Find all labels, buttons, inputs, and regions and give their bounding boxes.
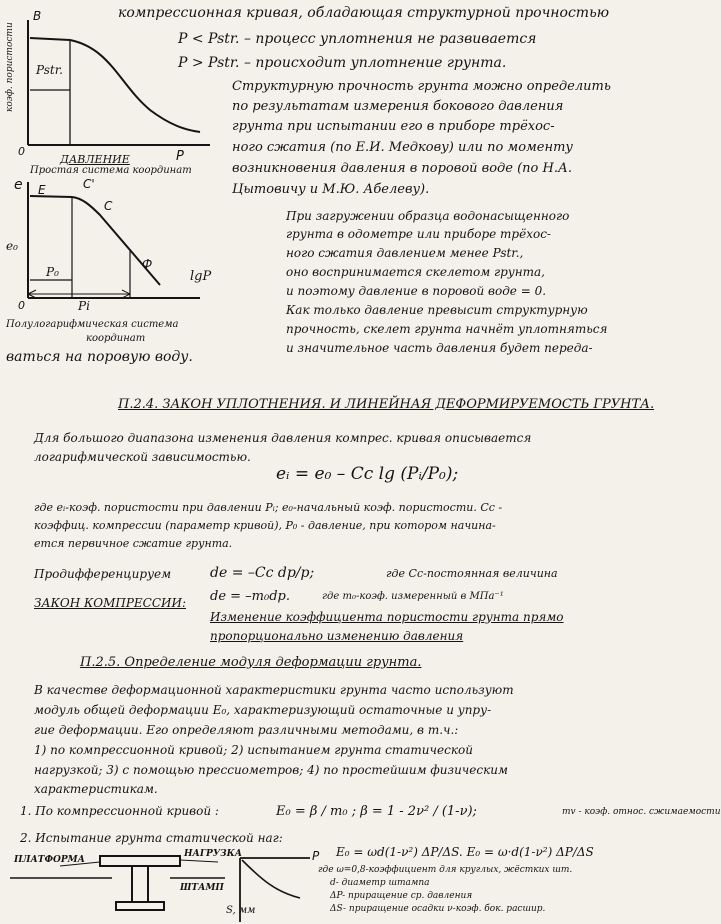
para-line: Как только давление превысит структурную [286, 303, 588, 317]
para-line: грунта в одометре или приборе трёхос- [286, 227, 551, 241]
method-1-note: mv - коэф. относ. сжимаемости [562, 807, 721, 817]
fig2-point-e: E [38, 183, 46, 197]
fig2-caption-2: координат [86, 333, 146, 344]
sec25-para-3: гие деформации. Его определяют различными методами, в т.ч.: [34, 723, 459, 737]
sec24-main-formula: eᵢ = e₀ – Cc lg (Pᵢ/P₀); [276, 464, 459, 484]
fig2-origin: 0 [18, 299, 25, 312]
settlement-axis-label: S, мм [226, 905, 256, 916]
method-2-formula: E₀ = ωd(1-ν²) ΔP/ΔS. E₀ = ω·d(1-ν²) ΔP/ΔS [336, 845, 594, 859]
fig2-point-d: Ф [142, 257, 153, 271]
para-line: Цытовичу и М.Ю. Абелеву). [232, 182, 430, 197]
para-line: по результатам измерения бокового давления [232, 99, 564, 114]
top-line-1: компрессионная кривая, обладающая структурной прочностью [118, 5, 610, 21]
compression-law-text-2: пропорционально изменению давления [210, 629, 464, 643]
para-line: прочность, скелет грунта начнёт уплотняться [286, 322, 608, 336]
sec24-where-2: коэффиц. компрессии (параметр кривой), P₀ - давление, при котором начина- [34, 519, 496, 532]
sec24-diff-formula: de = –Cc dp/p; [210, 565, 315, 581]
method-1-label: 1. По компрессионной кривой : [20, 804, 219, 818]
fig2-logp-label: lgP [190, 269, 212, 284]
fig2-p0-label: P₀ [46, 265, 59, 279]
method-1-formula: E₀ = β / m₀ ; β = 1 - 2ν² / (1-ν); [276, 804, 477, 819]
section-2-5-heading: П.2.5. Определение модуля деформации грунта. [80, 655, 422, 670]
section-2-4-heading: П.2.4. ЗАКОН УПЛОТНЕНИЯ. И ЛИНЕЙНАЯ ДЕФОРМИРУЕМОСТЬ ГРУНТА. [118, 397, 655, 412]
fig2-point-c: C [104, 199, 113, 213]
sec24-diff-label: Продифференцируем [34, 567, 172, 581]
sec24-intro-2: логарифмической зависимостью. [34, 450, 251, 464]
method-2-label: 2. Испытание грунта статической наг: [20, 831, 283, 845]
para-line: и поэтому давление в поровой воде = 0. [286, 284, 547, 298]
fig1-pstr-label: Pstr. [36, 63, 63, 77]
fig1-p-label: P [176, 149, 184, 164]
load-label: НАГРУЗКА [184, 849, 243, 859]
para-line: возникновения давления в поровой воде (по Н.А. [232, 161, 572, 176]
sec24-diff-note: где Cc-постоянная величина [386, 567, 558, 580]
fig1-label-b: B [33, 9, 42, 23]
fig2-e0-label: e₀ [6, 239, 18, 253]
load-axis-p-label: P [312, 849, 320, 863]
stamp-label: ШТАМП [180, 883, 224, 893]
sec25-para-2: модуль общей деформации E₀, характеризующий остаточные и упру- [34, 703, 492, 717]
fig1-caption: Простая система координат [30, 165, 192, 176]
fig1-origin: 0 [18, 145, 25, 158]
method-2-note-4: ΔS- приращение осадки ν-коэф. бок. расшир. [330, 904, 546, 914]
para-line: ного сжатия (по Е.И. Медкову) или по моменту [232, 140, 573, 155]
compression-law-formula: de = –m₀dp. [210, 589, 290, 604]
sec25-para-6: характеристикам. [34, 782, 158, 796]
sec24-intro-1: Для большого диапазона изменения давления компрес. кривая описывается [34, 431, 532, 445]
top-line-2: P < Pstr. – процесс уплотнения не развивается [178, 31, 537, 47]
sec25-para-4: 1) по компрессионной кривой; 2) испытанием грунта статической [34, 743, 473, 757]
fig2-point-c1: C' [83, 177, 95, 191]
fig2-e-label: e [14, 177, 23, 193]
method-2-note-1: где ω=0,8-коэффициент для круглых, жёстких шт. [318, 865, 573, 875]
fig2-caption-1: Полулогарифмическая система [6, 319, 179, 330]
para-line: При загружении образца водонасыщенного [286, 209, 570, 223]
compression-law-text-1: Изменение коэффициента пористости грунта прямо [210, 610, 564, 624]
para-line: грунта при испытании его в приборе трёхос- [232, 119, 555, 134]
plate-load-test-sketch [0, 0, 330, 924]
fig1-axis-x-label: ДАВЛЕНИЕ [60, 153, 130, 166]
fig2-pi-label: Pi [78, 299, 90, 313]
para-line: Структурную прочность грунта можно определить [232, 79, 611, 94]
top-line-3: P > Pstr. – происходит уплотнение грунта. [178, 55, 507, 71]
para-line: и значительное часть давления будет переда- [286, 341, 593, 355]
method-2-note-3: ΔP- приращение ср. давления [330, 891, 473, 901]
sec24-where-1: где eᵢ-коэф. пористости при давлении Pᵢ; e₀-начальный коэф. пористости. Cc - [34, 501, 503, 514]
compression-law-note: где m₀-коэф. измеренный в МПа⁻¹ [322, 591, 504, 602]
fig1-axis-y: коэф. пористости [5, 22, 15, 112]
sec25-para-1: В качестве деформационной характеристики грунта часто используют [34, 683, 514, 697]
compression-law-label: ЗАКОН КОМПРЕССИИ: [34, 596, 187, 610]
para-line: ного сжатия давлением менее Pstr., [286, 246, 524, 260]
platform-label: ПЛАТФОРМА [14, 855, 85, 865]
continuation-line: ваться на поровую воду. [6, 349, 193, 365]
sec24-where-3: ется первичное сжатие грунта. [34, 537, 233, 550]
sec25-para-5: нагрузкой; 3) с помощью прессиометров; 4) по простейшим физическим [34, 763, 508, 777]
para-line: оно воспринимается скелетом грунта, [286, 265, 545, 279]
method-2-note-2: d- диаметр штампа [330, 878, 430, 888]
